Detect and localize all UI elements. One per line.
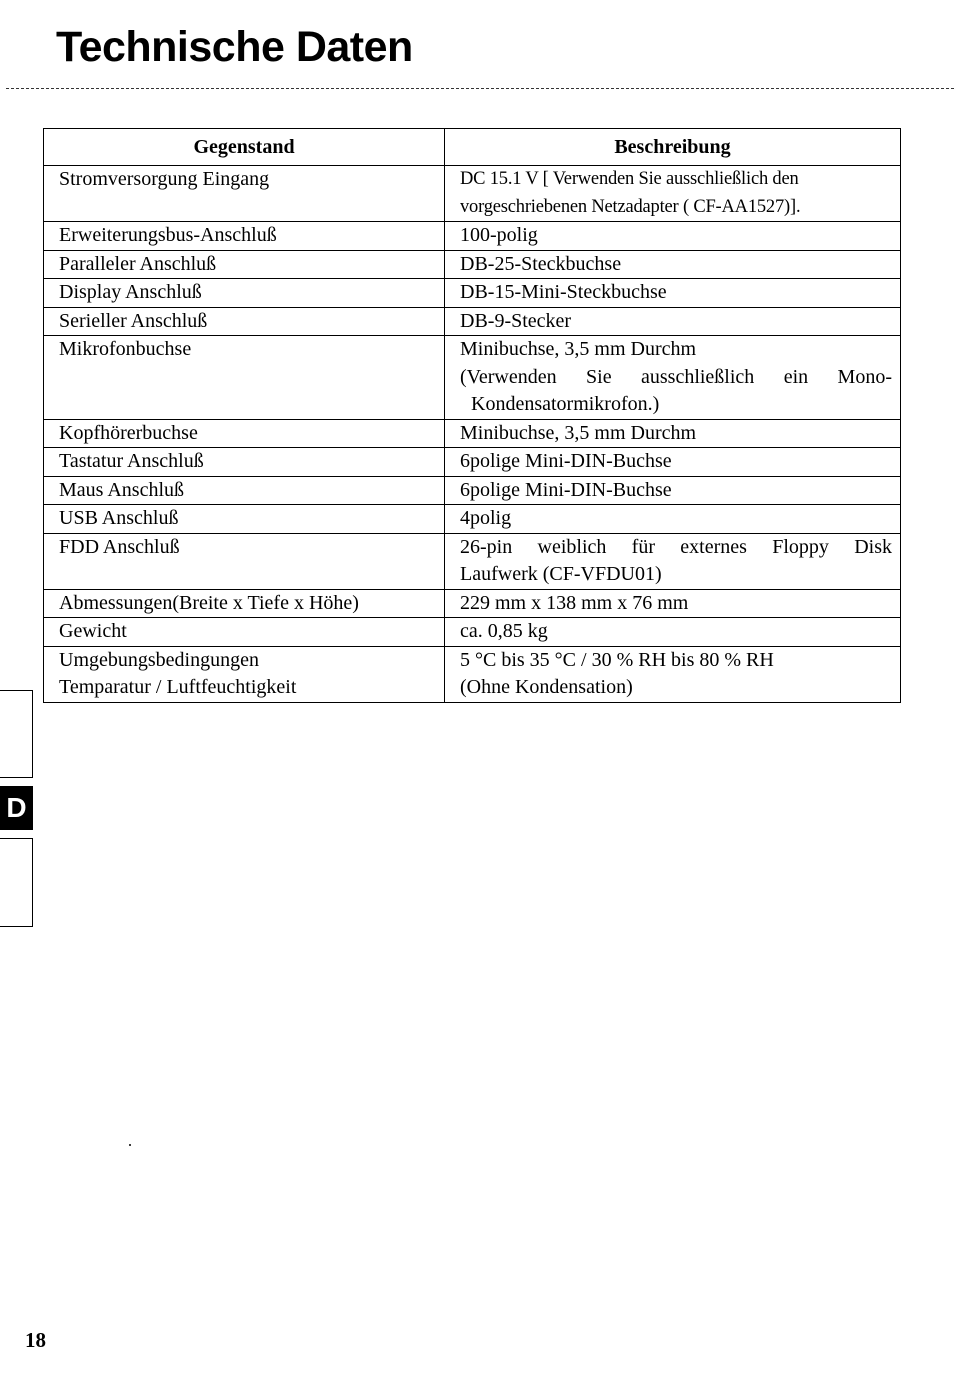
spec-item-cell — [44, 222, 445, 251]
spec-item-text: Umgebungsbedingungen — [59, 648, 259, 671]
spec-description-text: (Ohne Kondensation) — [460, 676, 633, 698]
table-row — [44, 589, 901, 618]
spec-description-cell — [445, 419, 901, 448]
spec-item-cell — [44, 533, 445, 589]
column-header-description: Beschreibung — [445, 129, 901, 166]
table-row — [44, 336, 901, 420]
specifications-table — [43, 128, 901, 703]
spec-description-text: DC 15.1 V [ Verwenden Sie ausschließlich den — [460, 169, 799, 189]
spec-description-cell — [445, 166, 901, 222]
spec-description-cell — [445, 250, 901, 279]
spec-description-text: 100-polig — [460, 224, 538, 246]
spec-description-text: Laufwerk (CF-VFDU01) — [460, 563, 662, 585]
table-row — [44, 618, 901, 647]
spec-description-text: ca. 0,85 kg — [460, 620, 548, 642]
spec-item-cell — [44, 618, 445, 647]
spec-item-text: FDD Anschluß — [59, 535, 180, 558]
table-row — [44, 222, 901, 251]
spec-description-text: 229 mm x 138 mm x 76 mm — [460, 591, 689, 614]
side-tab-upper-box — [0, 690, 33, 778]
spec-description-text: 6polige Mini-DIN-Buchse — [460, 450, 672, 472]
table-row — [44, 279, 901, 308]
spec-item-text: Stromversorgung Eingang — [59, 168, 270, 190]
print-speck — [129, 1144, 131, 1146]
header-divider — [6, 88, 954, 89]
spec-item-text: Gewicht — [59, 620, 127, 642]
spec-item-text: Kopfhörerbuchse — [59, 421, 198, 444]
table-row — [44, 476, 901, 505]
side-tab-lower-box — [0, 838, 33, 927]
spec-description-cell — [445, 646, 901, 702]
spec-item-text: Erweiterungsbus-Anschluß — [59, 224, 277, 246]
spec-description-text: Minibuchse, 3,5 mm Durchm — [460, 338, 697, 360]
spec-description-text: 4polig — [460, 507, 512, 529]
spec-description-cell — [445, 307, 901, 336]
column-header-item: Gegenstand — [44, 129, 445, 166]
spec-item-cell — [44, 279, 445, 308]
spec-item-cell — [44, 419, 445, 448]
table-row — [44, 307, 901, 336]
spec-item-text: USB Anschluß — [59, 507, 179, 529]
spec-item-cell — [44, 476, 445, 505]
page-title: Technische Daten — [56, 23, 413, 71]
spec-description-text: 5 °C bis 35 °C / 30 % RH bis 80 % RH — [460, 648, 774, 671]
spec-description-cell — [445, 618, 901, 647]
spec-item-cell — [44, 166, 445, 222]
table-header-row — [44, 129, 901, 166]
spec-item-cell — [44, 336, 445, 420]
table-row — [44, 533, 901, 589]
spec-item-text: Mikrofonbuchse — [59, 338, 192, 360]
spec-item-cell — [44, 646, 445, 702]
page-number: 18 — [25, 1328, 46, 1352]
spec-description-text: DB-15-Mini-Steckbuchse — [460, 281, 667, 303]
spec-description-cell — [445, 222, 901, 251]
spec-description-text: (Verwenden Sie ausschließlich ein Mono- — [460, 365, 892, 388]
table-row — [44, 505, 901, 534]
spec-description-text: DB-9-Stecker — [460, 309, 572, 332]
table-row — [44, 419, 901, 448]
spec-description-text: vorgeschriebenen Netzadapter ( CF-AA1527)]. — [460, 196, 801, 217]
table-row — [44, 250, 901, 279]
spec-item-cell — [44, 448, 445, 477]
spec-description-text: 6polige Mini-DIN-Buchse — [460, 478, 672, 501]
spec-description-cell — [445, 533, 901, 589]
spec-description-text: DB-25-Steckbuchse — [460, 252, 622, 275]
table-row — [44, 166, 901, 222]
spec-description-cell — [445, 476, 901, 505]
spec-item-text: Maus Anschluß — [59, 478, 184, 501]
spec-item-text: Tastatur Anschluß — [59, 450, 204, 472]
spec-item-text: Serieller Anschluß — [59, 309, 208, 332]
language-tab-marker: D — [0, 786, 33, 830]
spec-item-text: Temparatur / Luftfeuchtigkeit — [59, 676, 297, 698]
spec-description-cell — [445, 589, 901, 618]
table-row — [44, 646, 901, 702]
spec-item-cell — [44, 250, 445, 279]
spec-item-cell — [44, 505, 445, 534]
spec-description-cell — [445, 448, 901, 477]
table-body — [44, 166, 901, 703]
spec-item-cell — [44, 307, 445, 336]
spec-description-text: 26-pin weiblich für externes Floppy Disk — [460, 535, 892, 558]
spec-description-cell — [445, 279, 901, 308]
spec-item-text: Paralleler Anschluß — [59, 252, 217, 275]
spec-description-text: Kondensatormikrofon.) — [471, 393, 660, 415]
spec-item-cell — [44, 589, 445, 618]
table-row — [44, 448, 901, 477]
spec-item-text: Abmessungen(Breite x Tiefe x Höhe) — [59, 591, 359, 614]
spec-item-text: Display Anschluß — [59, 281, 202, 303]
spec-description-cell — [445, 336, 901, 420]
spec-description-text: Minibuchse, 3,5 mm Durchm — [460, 421, 697, 444]
spec-description-cell — [445, 505, 901, 534]
